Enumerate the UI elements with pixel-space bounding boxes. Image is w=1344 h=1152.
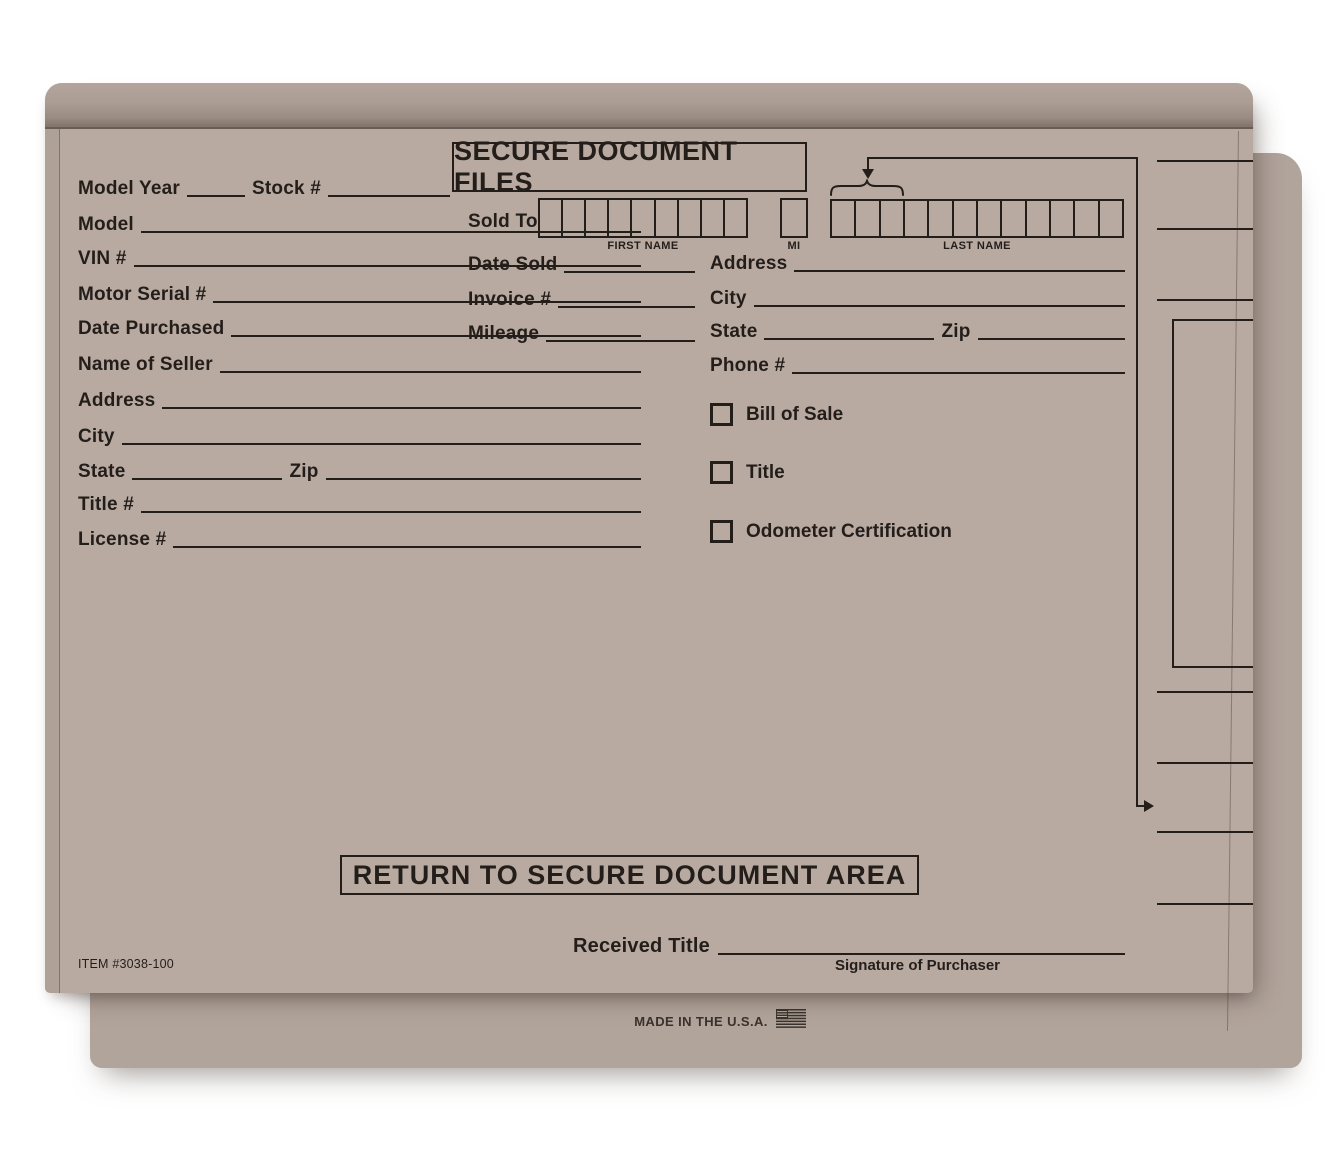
edge-line <box>1157 903 1253 905</box>
date-purchased-label: Date Purchased <box>78 318 225 339</box>
edge-line <box>1157 831 1253 833</box>
seller-city-label: City <box>78 426 115 447</box>
buyer-state-label: State <box>710 321 758 342</box>
buyer-zip-line <box>978 338 1125 340</box>
first-name-cell <box>723 200 746 236</box>
mi-caption: MI <box>787 240 801 252</box>
last-name-cell <box>879 201 903 236</box>
row-date-sold <box>468 247 695 274</box>
received-title-line <box>718 953 1125 955</box>
edge-line <box>1157 762 1253 764</box>
seller-state-label: State <box>78 461 126 482</box>
model-year-label: Model Year <box>78 178 180 199</box>
brace-icon <box>829 179 905 196</box>
arrow-right-icon <box>1144 800 1154 812</box>
last-name-cell <box>1049 201 1073 236</box>
name-of-seller-label: Name of Seller <box>78 354 213 375</box>
row-license <box>78 522 641 549</box>
row-seller-city <box>78 419 641 446</box>
title-box <box>452 136 807 197</box>
last-name-boxes <box>830 199 1124 238</box>
row-seller-state-zip <box>78 454 641 481</box>
invoice-line <box>558 306 695 308</box>
left-crease-line <box>59 129 60 993</box>
edge-line <box>1157 299 1253 301</box>
phone-label: Phone # <box>710 355 786 376</box>
invoice-label: Invoice # <box>468 289 552 310</box>
row-buyer-state-zip <box>710 314 1125 341</box>
first-name-caption: FIRST NAME <box>607 240 679 252</box>
first-name-cell <box>630 200 653 236</box>
return-notice: RETURN TO SECURE DOCUMENT AREA <box>352 859 907 890</box>
signature-caption: Signature of Purchaser <box>834 957 1001 974</box>
buyer-city-line <box>754 305 1125 307</box>
arrow-top-line <box>868 157 1138 159</box>
buyer-zip-label: Zip <box>941 321 971 342</box>
buyer-address-line <box>794 270 1125 272</box>
last-name-cell <box>1025 201 1049 236</box>
bill-of-sale-label: Bill of Sale <box>746 403 844 425</box>
checkbox-row-title <box>710 461 785 484</box>
title-no-line <box>141 511 641 513</box>
stock-line <box>328 195 450 197</box>
odometer-checkbox <box>710 520 733 543</box>
seller-city-line <box>122 443 641 445</box>
buyer-address-label: Address <box>710 253 788 274</box>
phone-line <box>792 372 1125 374</box>
seller-zip-line <box>326 478 641 480</box>
last-name-cell <box>952 201 976 236</box>
last-name-cell <box>832 201 854 236</box>
item-number: ITEM #3038-100 <box>78 957 174 971</box>
row-mileage <box>468 316 695 343</box>
first-name-cell <box>654 200 677 236</box>
first-name-cell <box>607 200 630 236</box>
last-name-cell <box>1098 201 1122 236</box>
date-sold-label: Date Sold <box>468 254 558 275</box>
edge-line <box>1157 160 1253 162</box>
envelope-flap <box>45 83 1253 129</box>
row-invoice <box>468 282 695 309</box>
row-received-title <box>573 929 1125 956</box>
first-name-cell <box>677 200 700 236</box>
seller-address-label: Address <box>78 390 156 411</box>
seller-address-line <box>162 407 641 409</box>
page-title: SECURE DOCUMENT FILES <box>454 136 738 197</box>
checkbox-row-bill-of-sale <box>710 403 843 426</box>
first-name-cell <box>584 200 607 236</box>
first-name-cell <box>540 200 561 236</box>
row-name-of-seller <box>78 347 641 374</box>
mileage-line <box>546 340 695 342</box>
made-in-usa <box>590 1009 850 1033</box>
last-name-cell <box>854 201 878 236</box>
mi-box <box>780 198 808 238</box>
made-in-usa-text: MADE IN THE U.S.A. <box>634 1013 768 1029</box>
mi-cell <box>782 200 806 236</box>
row-seller-address <box>78 383 641 410</box>
last-name-cell <box>1073 201 1097 236</box>
edge-line <box>1157 228 1253 230</box>
row-model-year-stock <box>78 171 450 198</box>
last-name-cell <box>976 201 1000 236</box>
last-name-cell <box>1000 201 1024 236</box>
bill-of-sale-checkbox <box>710 403 733 426</box>
edge-tab-rect <box>1172 319 1253 668</box>
first-name-cell <box>700 200 723 236</box>
title-checkbox <box>710 461 733 484</box>
date-sold-line <box>564 271 695 273</box>
arrow-down-icon <box>862 169 874 179</box>
row-buyer-city <box>710 281 1125 308</box>
first-name-cell <box>561 200 584 236</box>
sold-to-label: Sold To <box>468 211 538 232</box>
vin-label: VIN # <box>78 248 127 269</box>
title-label: Title <box>746 461 785 483</box>
last-name-cell <box>903 201 927 236</box>
model-year-line <box>187 195 245 197</box>
title-no-label: Title # <box>78 494 134 515</box>
received-title-label: Received Title <box>573 935 710 957</box>
stock-label: Stock # <box>251 178 321 199</box>
last-name-cell <box>927 201 951 236</box>
last-name-caption: LAST NAME <box>943 240 1011 252</box>
license-label: License # <box>78 529 167 550</box>
row-buyer-address <box>710 246 1125 273</box>
odometer-label: Odometer Certification <box>746 520 952 542</box>
seller-state-line <box>132 478 282 480</box>
front-envelope <box>45 83 1253 993</box>
buyer-city-label: City <box>710 288 747 309</box>
left-fold <box>45 129 59 993</box>
arrow-side-line <box>1136 157 1138 806</box>
us-flag-icon <box>776 1009 806 1033</box>
name-of-seller-line <box>220 371 641 373</box>
license-line <box>173 546 641 548</box>
model-label: Model <box>78 214 134 235</box>
buyer-state-line <box>764 338 934 340</box>
row-title-no <box>78 487 641 514</box>
checkbox-row-odometer <box>710 520 952 543</box>
seller-zip-label: Zip <box>289 461 319 482</box>
motor-serial-label: Motor Serial # <box>78 284 207 305</box>
edge-line <box>1157 691 1253 693</box>
row-phone <box>710 348 1125 375</box>
mileage-label: Mileage <box>468 323 540 344</box>
return-notice-box <box>340 855 919 895</box>
first-name-boxes <box>538 198 748 238</box>
